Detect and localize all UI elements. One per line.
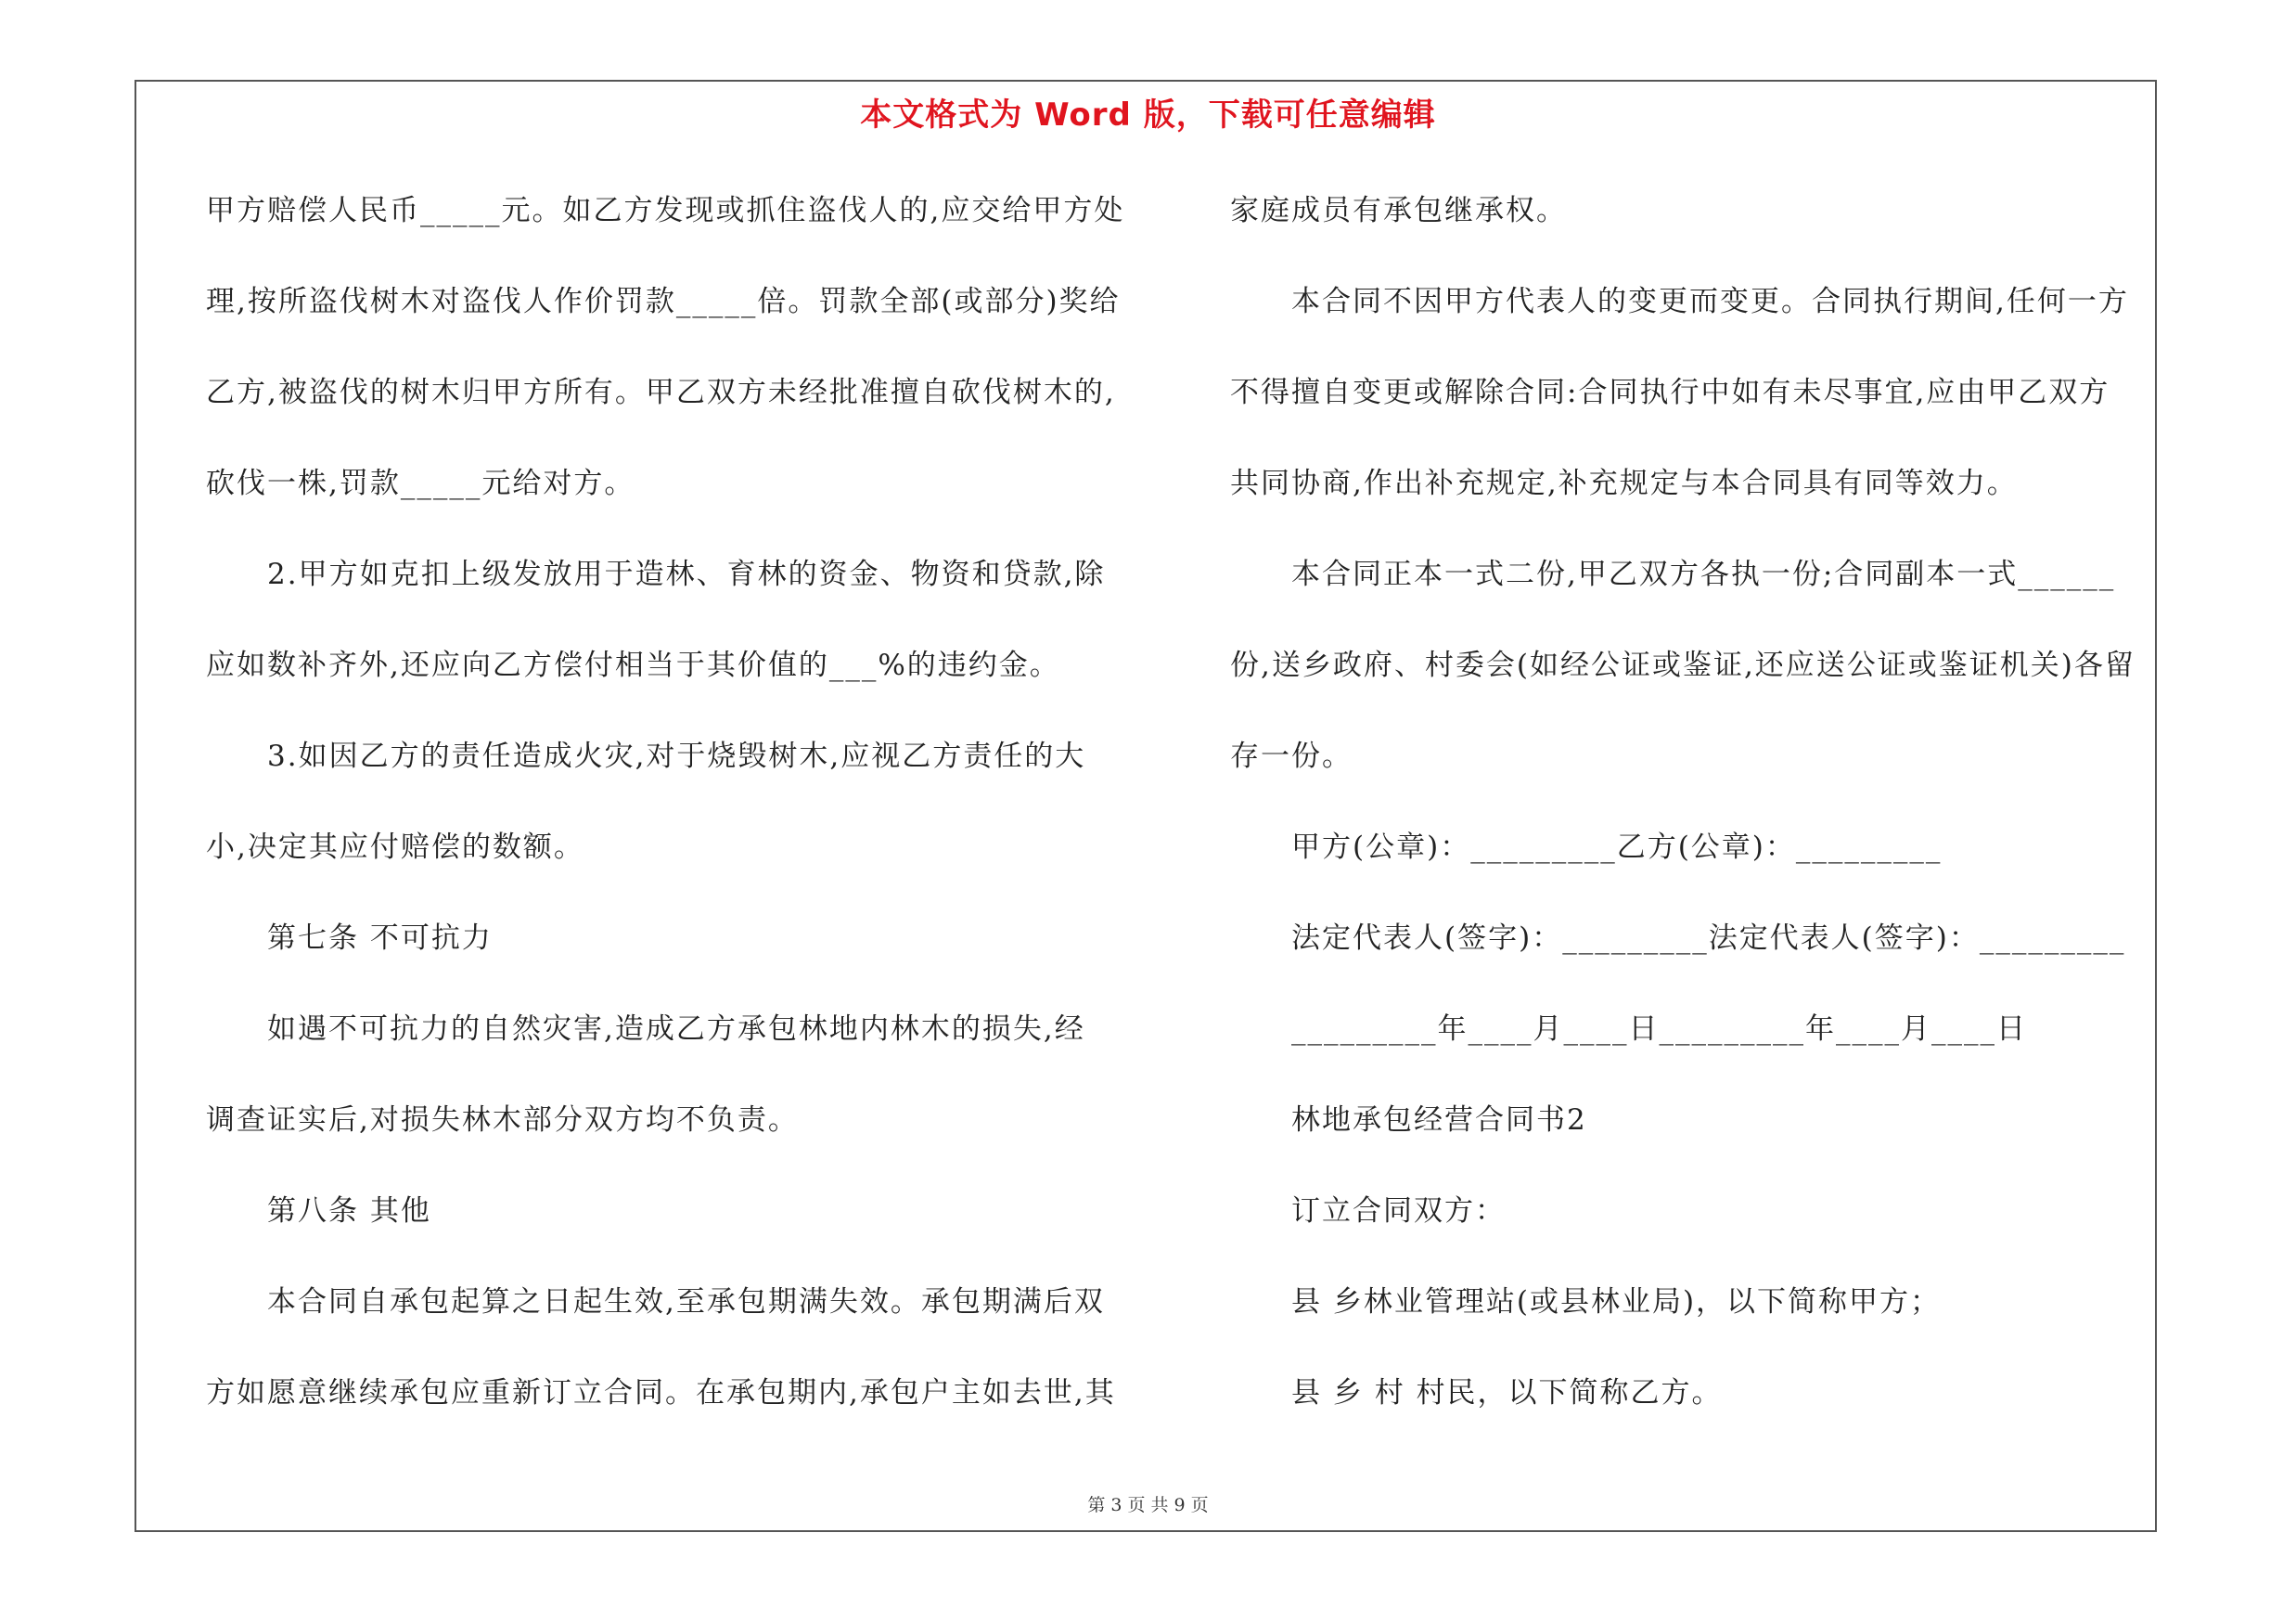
text-line: 小,决定其应付赔偿的数额。 [206,831,584,864]
right-column [1230,182,2158,1455]
text-line: 砍伐一株,罚款_____元给对方。 [206,467,635,500]
text-line: 方如愿意继续承包应重新订立合同。在承包期内,承包户主如去世,其 [206,1376,1116,1410]
text-line: 3.如因乙方的责任造成火灾,对于烧毁树木,应视乙方责任的大 [267,740,1086,773]
text-line: 订立合同双方： [1291,1194,1506,1228]
text-line: 乙方,被盗伐的树木归甲方所有。甲乙双方未经批准擅自砍伐树木的, [206,376,1116,409]
signature-line: 甲方(公章)：_________乙方(公章)：_________ [1291,831,1943,864]
signature-line: 法定代表人(签字)：_________法定代表人(签字)：_________ [1291,921,2126,955]
text-line: 县 乡 村 村民，以下简称乙方。 [1291,1376,1723,1410]
text-line: 家庭成员有承包继承权。 [1230,194,1567,227]
text-line: 县 乡林业管理站(或县林业局)，以下简称甲方； [1291,1285,1942,1319]
text-line: 2.甲方如克扣上级发放用于造林、育林的资金、物资和贷款,除 [267,558,1106,591]
header-notice: 本文格式为 Word 版，下载可任意编辑 [860,97,1436,134]
date-line: _________年____月____日_________年____月____日 [1291,1012,2027,1046]
text-line: 共同协商,作出补充规定,补充规定与本合同具有同等效力。 [1230,467,2018,500]
text-line: 本合同正本一式二份,甲乙双方各执一份;合同副本一式______ [1291,558,2116,591]
page-number: 第 3 页 共 9 页 [1087,1495,1209,1515]
document-title: 林地承包经营合同书2 [1291,1103,1587,1137]
text-line: 如遇不可抗力的自然灾害,造成乙方承包林地内林木的损失,经 [267,1012,1085,1046]
text-line: 份,送乡政府、村委会(如经公证或鉴证,还应送公证或鉴证机关)各留 [1230,649,2136,682]
text-line: 存一份。 [1230,740,1353,773]
text-line: 甲方赔偿人民币_____元。如乙方发现或抓住盗伐人的,应交给甲方处 [206,194,1125,227]
text-line: 调查证实后,对损失林木部分双方均不负责。 [206,1103,799,1137]
text-line: 本合同自承包起算之日起生效,至承包期满失效。承包期满后双 [267,1285,1105,1319]
text-line: 应如数补齐外,还应向乙方偿付相当于其价值的___%的违约金。 [206,649,1060,682]
text-line: 本合同不因甲方代表人的变更而变更。合同执行期间,任何一方 [1291,285,2129,318]
left-column [206,182,1152,1455]
text-line: 理,按所盗伐树木对盗伐人作价罚款_____倍。罚款全部(或部分)奖给 [206,285,1121,318]
section-heading: 第七条 不可抗力 [267,921,493,955]
section-heading: 第八条 其他 [267,1194,431,1228]
text-line: 不得擅自变更或解除合同:合同执行中如有未尽事宜,应由甲乙双方 [1230,376,2110,409]
